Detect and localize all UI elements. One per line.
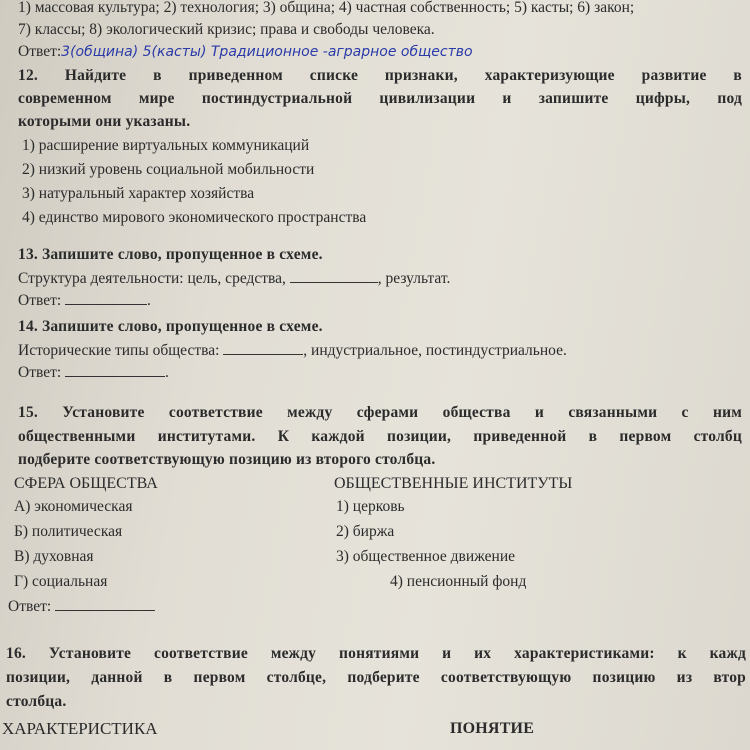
q16-title-line-3: столбца. xyxy=(6,693,67,710)
q15-right-item-1: 1) церковь xyxy=(336,498,405,515)
q16-title-line-2: позиции, данной в первом столбце, подберите соответствующую позицию из втор xyxy=(6,669,746,686)
q12-title-line-3: которыми они указаны. xyxy=(18,113,191,130)
q13-answer-end: . xyxy=(147,292,151,309)
q15-left-item-d: Г) социальная xyxy=(14,573,108,590)
q13-text-before: Структура деятельности: цель, средства, xyxy=(18,270,286,287)
q14-answer-blank xyxy=(65,364,165,377)
q14-answer xyxy=(18,364,169,382)
q14-answer-end: . xyxy=(165,364,169,381)
q13-answer-blank xyxy=(65,292,147,305)
q14-answer-label: Ответ: xyxy=(18,364,62,381)
q14-blank xyxy=(223,342,303,355)
q15-title-line-2: общественными институтами. К каждой позиции, приведенной в первом столбц xyxy=(18,428,742,445)
q15-answer-label: Ответ: xyxy=(8,598,52,615)
q12-title-line-2: современном мире постиндустриальной цивилизации и запишите цифры, под xyxy=(18,90,742,107)
q16-left-header: ХАРАКТЕРИСТИКА xyxy=(2,719,158,738)
q11-options-line-1: 1) массовая культура; 2) технология; 3) община; 4) частная собственность; 5) касты; 6) закон; xyxy=(18,0,635,16)
q15-right-item-3: 3) общественное движение xyxy=(336,548,516,565)
q12-option-4: 4) единство мирового экономического пространства xyxy=(22,209,367,226)
q15-answer-blank xyxy=(55,598,155,611)
q15-right-header: ОБЩЕСТВЕННЫЕ ИНСТИТУТЫ xyxy=(334,475,573,492)
q15-left-item-a: А) экономическая xyxy=(14,498,133,515)
q13-text-after: , результат. xyxy=(377,270,451,287)
q16-title-line-1: 16. Установите соответствие между понятиями и их характеристиками: к кажд xyxy=(6,645,746,662)
q12-option-3: 3) натуральный характер хозяйства xyxy=(22,185,255,202)
q13-text xyxy=(18,270,450,288)
q12-option-1: 1) расширение виртуальных коммуникаций xyxy=(22,137,310,154)
q12-option-2: 2) низкий уровень социальной мобильности xyxy=(22,161,315,178)
q14-text xyxy=(18,342,567,360)
q14-title: 14. Запишите слово, пропущенное в схеме. xyxy=(18,318,323,335)
q13-title: 13. Запишите слово, пропущенное в схеме. xyxy=(18,246,323,263)
q15-title-line-3: подберите соответствующую позицию из второго столбца. xyxy=(18,451,436,468)
q15-left-item-b: Б) политическая xyxy=(14,523,123,540)
q14-text-before: Исторические типы общества: xyxy=(18,342,220,359)
q11-answer-label: Ответ: xyxy=(18,43,62,60)
q13-answer-label: Ответ: xyxy=(18,292,62,309)
q13-blank xyxy=(290,270,378,283)
q15-right-item-4: 4) пенсионный фонд xyxy=(390,573,527,590)
q11-handwritten-answer: 3(община) 5(касты) Традиционное -аграрное общество xyxy=(61,44,473,60)
q16-right-header: ПОНЯТИЕ xyxy=(450,720,535,737)
q13-answer xyxy=(18,292,151,310)
q12-title-line-1: 12. Найдите в приведенном списке признаки, характеризующие развитие в xyxy=(18,67,742,84)
q15-answer xyxy=(8,598,155,616)
q14-text-after: , индустриальное, постиндустриальное. xyxy=(303,342,567,359)
q15-title-line-1: 15. Установите соответствие между сферами общества и связанными с ним xyxy=(18,404,742,421)
q15-right-item-2: 2) биржа xyxy=(336,523,395,540)
q15-left-item-c: В) духовная xyxy=(14,548,94,565)
q15-left-header: СФЕРА ОБЩЕСТВА xyxy=(14,475,158,492)
q11-answer xyxy=(18,43,473,61)
q11-options-line-2: 7) классы; 8) экологический кризис; права и свободы человека. xyxy=(18,21,435,38)
